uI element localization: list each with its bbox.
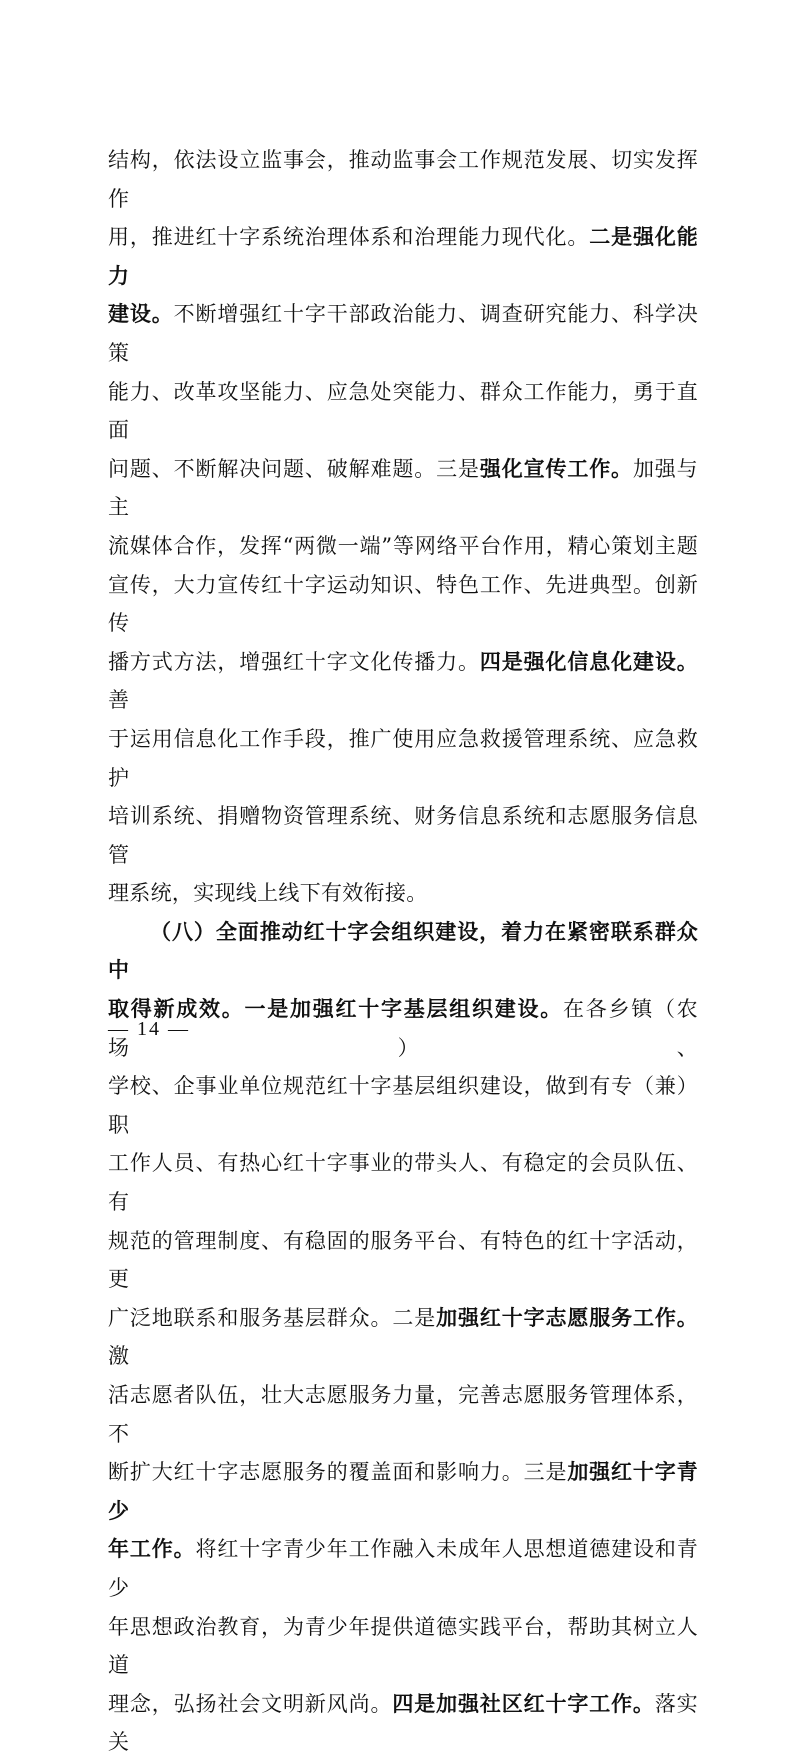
text-line: 用，推进红十字系统治理体系和治理能力现代化。二是强化能力 bbox=[108, 224, 698, 288]
text-line: 年工作。将红十字青少年工作融入未成年人思想道德建设和青少 bbox=[108, 1536, 698, 1600]
text-line: 能力、改革攻坚能力、应急处突能力、群众工作能力，勇于直面 bbox=[108, 379, 698, 443]
text-line: 学校、企事业单位规范红十字基层组织建设，做到有专（兼）职 bbox=[108, 1074, 698, 1137]
text-line: 年思想政治教育，为青少年提供道德实践平台，帮助其树立人道 bbox=[108, 1614, 698, 1678]
text-line: 取得新成效。一是加强红十字基层组织建设。在各乡镇（农场）、 bbox=[108, 996, 698, 1060]
text-line: 培训系统、捐赠物资管理系统、财务信息系统和志愿服务信息管 bbox=[108, 804, 698, 867]
text-line: 流媒体合作，发挥“两微一端”等网络平台作用，精心策划主题 bbox=[108, 533, 698, 558]
text-line: 工作人员、有热心红十字事业的带头人、有稳定的会员队伍、有 bbox=[108, 1151, 698, 1215]
page-number: — 14 — bbox=[108, 1018, 190, 1040]
text-line: 理系统，实现线上线下有效衔接。 bbox=[108, 881, 428, 906]
body-text bbox=[108, 141, 698, 1762]
text-line: 结构，依法设立监事会，推动监事会工作规范发展、切实发挥作 bbox=[108, 148, 698, 211]
text-line: 建设。不断增强红十字干部政治能力、调查研究能力、科学决策 bbox=[108, 301, 698, 365]
text-line: 于运用信息化工作手段，推广使用应急救援管理系统、应急救护 bbox=[108, 726, 698, 790]
text-line: 理念，弘扬社会文明新风尚。四是加强社区红十字工作。落实关 bbox=[108, 1690, 698, 1755]
text-line: 播方式方法，增强红十字文化传播力。四是强化信息化建设。善 bbox=[108, 648, 698, 713]
text-line: 宣传，大力宣传红十字运动知识、特色工作、先进典型。创新传 bbox=[108, 572, 698, 636]
text-line: 规范的管理制度、有稳固的服务平台、有特色的红十字活动，更 bbox=[108, 1228, 698, 1292]
text-line: 广泛地联系和服务基层群众。二是加强红十字志愿服务工作。激 bbox=[108, 1304, 698, 1369]
section-heading-line: （八）全面推动红十字会组织建设，着力在紧密联系群众中 bbox=[108, 918, 698, 983]
text-line: 问题、不断解决问题、破解难题。三是强化宣传工作。加强与主 bbox=[108, 455, 698, 520]
text-line: 断扩大红十字志愿服务的覆盖面和影响力。三是加强红十字青少 bbox=[108, 1459, 698, 1523]
text-line: 活志愿者队伍，壮大志愿服务力量，完善志愿服务管理体系，不 bbox=[108, 1383, 698, 1446]
